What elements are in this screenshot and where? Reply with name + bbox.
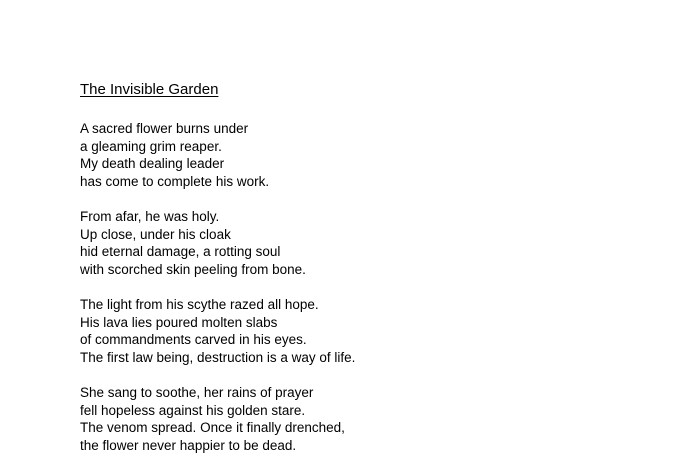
poem-line: hid eternal damage, a rotting soul xyxy=(80,244,281,260)
poem-title: The Invisible Garden xyxy=(80,81,219,98)
stanza-1 xyxy=(80,120,355,190)
poem-line: The light from his scythe razed all hope. xyxy=(80,296,319,312)
poem-line: From afar, he was holy. xyxy=(80,208,220,224)
poem-line: The first law being, destruction is a way of life. xyxy=(80,349,356,365)
stanza-3 xyxy=(80,296,355,366)
poem-line: My death dealing leader xyxy=(80,156,225,172)
stanza-4 xyxy=(80,384,355,454)
poem-line: has come to complete his work. xyxy=(80,173,270,189)
poem-line: His lava lies poured molten slabs xyxy=(80,314,278,330)
poem-line: fell hopeless against his golden stare. xyxy=(80,402,306,418)
poem-line: She sang to soothe, her rains of prayer xyxy=(80,384,314,400)
poem-line: with scorched skin peeling from bone. xyxy=(80,261,306,277)
poem-line: the flower never happier to be dead. xyxy=(80,437,297,453)
poem-line: of commandments carved in his eyes. xyxy=(80,332,307,348)
poem-body xyxy=(80,120,355,472)
poem-line: The venom spread. Once it finally drenched, xyxy=(80,420,345,436)
poem-line: Up close, under his cloak xyxy=(80,226,231,242)
stanza-2 xyxy=(80,208,355,278)
poem-line: A sacred flower burns under xyxy=(80,121,249,136)
poem-line: a gleaming grim reaper. xyxy=(80,138,222,154)
